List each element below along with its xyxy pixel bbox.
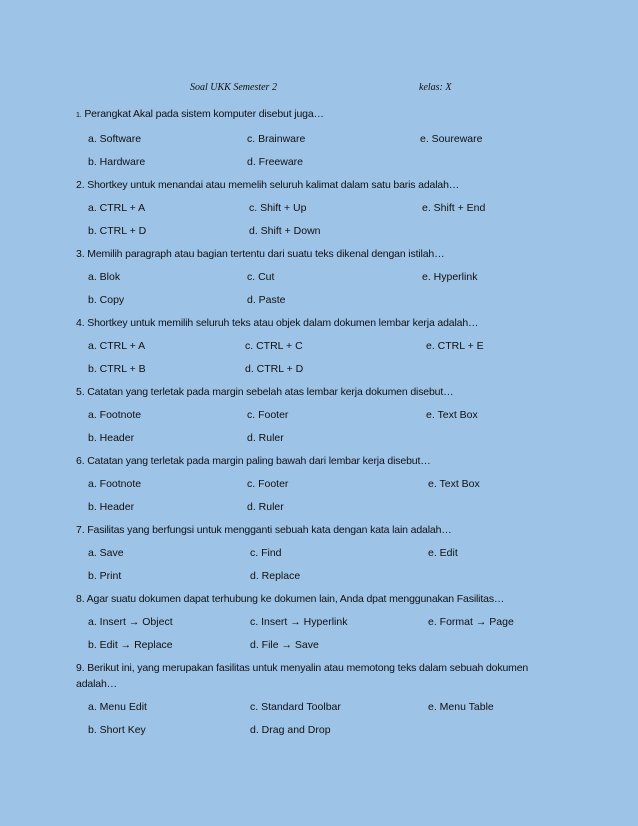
question-8	[76, 591, 560, 653]
answer-option: c. Insert → Hyperlink	[250, 616, 348, 628]
question-text	[76, 660, 560, 692]
answer-option: d. Replace	[250, 570, 301, 582]
option-row	[76, 292, 560, 308]
question-2	[76, 177, 560, 239]
question-1	[76, 106, 560, 170]
question-number: 6.	[76, 455, 85, 467]
option-row	[76, 131, 560, 147]
option-row	[76, 699, 560, 715]
answer-option: e. Text Box	[426, 409, 478, 421]
option-row	[76, 499, 560, 515]
answer-option: d. Ruler	[247, 501, 284, 513]
answer-option: a. CTRL + A	[88, 340, 146, 352]
question-number: 2.	[76, 179, 85, 191]
question-number: 3.	[76, 248, 85, 260]
question-list	[76, 106, 560, 745]
answer-option: d. Freeware	[247, 156, 304, 168]
answer-option: e. Menu Table	[428, 701, 494, 713]
answer-option: b. Header	[88, 432, 135, 444]
answer-option: d. Drag and Drop	[250, 724, 331, 736]
question-3	[76, 246, 560, 308]
question-prompt: Memilih paragraph atau bagian tertentu dari suatu teks dikenal dengan istilah…	[87, 248, 445, 260]
answer-option: e. Format → Page	[428, 616, 514, 628]
option-row	[76, 545, 560, 561]
question-text	[76, 106, 560, 124]
answer-option: e. Hyperlink	[422, 271, 478, 283]
question-prompt: Berikut ini, yang merupakan fasilitas untuk menyalin atau memotong teks dalam sebuah dokumen adalah…	[76, 662, 529, 690]
answer-option: d. Ruler	[247, 432, 284, 444]
answer-option: b. CTRL + D	[88, 225, 147, 237]
option-row	[76, 361, 560, 377]
option-row	[76, 269, 560, 285]
option-row	[76, 722, 560, 738]
question-number: 1.	[76, 112, 82, 119]
option-row	[76, 614, 560, 630]
answer-option: a. Insert → Object	[88, 616, 173, 628]
answer-option: a. Footnote	[88, 409, 142, 421]
option-row	[76, 200, 560, 216]
question-5	[76, 384, 560, 446]
question-prompt: Shortkey untuk menandai atau memelih seluruh kalimat dalam satu baris adalah…	[87, 179, 460, 191]
question-number: 7.	[76, 524, 85, 536]
answer-option: a. CTRL + A	[88, 202, 146, 214]
option-row	[76, 338, 560, 354]
option-row	[76, 476, 560, 492]
answer-option: c. Shift + Up	[249, 202, 307, 214]
answer-option: c. Find	[250, 547, 282, 559]
option-row	[76, 223, 560, 239]
question-prompt: Catatan yang terletak pada margin sebelah atas lembar kerja dokumen disebut…	[87, 386, 454, 398]
question-text	[76, 522, 560, 538]
question-number: 4.	[76, 317, 85, 329]
question-6	[76, 453, 560, 515]
answer-option: d. Shift + Down	[249, 225, 321, 237]
answer-option: e. Text Box	[428, 478, 480, 490]
question-prompt: Agar suatu dokumen dapat terhubung ke dokumen lain, Anda dpat menggunakan Fasilitas…	[86, 593, 505, 605]
question-text	[76, 453, 560, 469]
question-prompt: Shortkey untuk memilih seluruh teks atau objek dalam dokumen lembar kerja adalah…	[87, 317, 479, 329]
question-9	[76, 660, 560, 738]
question-text	[76, 246, 560, 262]
answer-option: e. Shift + End	[422, 202, 486, 214]
answer-option: a. Footnote	[88, 478, 142, 490]
answer-option: e. Edit	[428, 547, 458, 559]
question-4	[76, 315, 560, 377]
answer-option: a. Blok	[88, 271, 121, 283]
answer-option: a. Software	[88, 133, 142, 145]
answer-option: b. Hardware	[88, 156, 146, 168]
header-exam-title: Soal UKK Semester 2	[190, 82, 277, 93]
answer-option: c. Brainware	[247, 133, 306, 145]
question-prompt: Fasilitas yang berfungsi untuk mengganti sebuah kata dengan kata lain adalah…	[87, 524, 452, 536]
answer-option: a. Save	[88, 547, 124, 559]
answer-option: b. CTRL + B	[88, 363, 146, 375]
answer-option: d. File → Save	[250, 639, 319, 651]
question-text	[76, 384, 560, 400]
question-number: 8.	[76, 593, 85, 605]
answer-option: b. Print	[88, 570, 122, 582]
option-row	[76, 154, 560, 170]
answer-option: a. Menu Edit	[88, 701, 147, 713]
header-class: kelas: X	[419, 82, 452, 93]
answer-option: b. Copy	[88, 294, 125, 306]
option-row	[76, 430, 560, 446]
answer-option: c. Footer	[247, 409, 289, 421]
answer-option: e. Soureware	[420, 133, 483, 145]
option-row	[76, 568, 560, 584]
answer-option: c. Cut	[247, 271, 275, 283]
answer-option: c. Footer	[247, 478, 289, 490]
page-header	[0, 82, 638, 96]
question-prompt: Catatan yang terletak pada margin paling bawah dari lembar kerja disebut…	[87, 455, 431, 467]
option-row	[76, 637, 560, 653]
question-text	[76, 591, 560, 607]
answer-option: b. Header	[88, 501, 135, 513]
option-row	[76, 407, 560, 423]
answer-option: b. Short Key	[88, 724, 146, 736]
answer-option: c. CTRL + C	[245, 340, 303, 352]
answer-option: e. CTRL + E	[426, 340, 484, 352]
question-number: 5.	[76, 386, 85, 398]
answer-option: b. Edit → Replace	[88, 639, 173, 651]
question-prompt: Perangkat Akal pada sistem komputer disebut juga…	[84, 108, 324, 120]
question-7	[76, 522, 560, 584]
question-number: 9.	[76, 662, 85, 674]
question-text	[76, 177, 560, 193]
answer-option: c. Standard Toolbar	[250, 701, 341, 713]
question-text	[76, 315, 560, 331]
answer-option: d. Paste	[247, 294, 286, 306]
answer-option: d. CTRL + D	[245, 363, 304, 375]
